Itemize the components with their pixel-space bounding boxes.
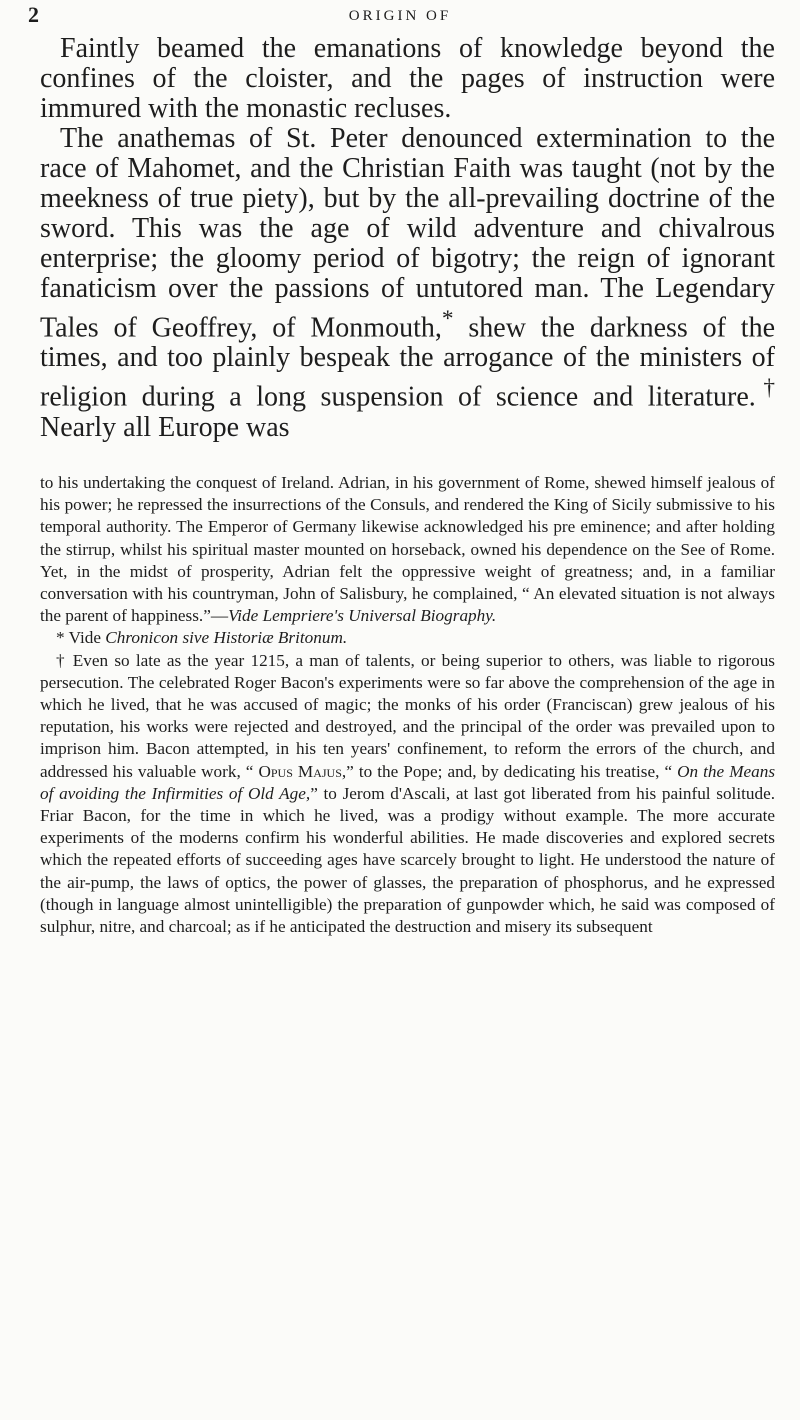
- footnote-continuation: [40, 472, 775, 627]
- page-header: [24, 2, 776, 32]
- footnote-dagger-treatise: On the Means of avoiding the Infirmities of Old Age,: [40, 761, 776, 803]
- footnote-dagger-text-c: ” to Jerom d'Ascali, at last got liberated from his painful solitude. Friar Bacon, for the time in which he lived, was a prodigy without example. The more accurate experiments of the moderns confirm his wonderful abilities. He made discoveries and explored secrets which the repeated efforts of succeeding ages have scarcely brought to light. He understood the nature of the air-pump, the laws of optics, the power of glasses, the preparation of phosphorus, and he expressed (though in language almost unintelligible) the preparation of gunpowder which, he said was composed of sulphur, nitre, and charcoal; as if he anticipated the destruction and misery its subsequent: [40, 783, 775, 937]
- footnote-ref-star: *: [441, 306, 454, 332]
- running-head: ORIGIN OF: [348, 8, 452, 24]
- footnote-star-mark: *: [56, 628, 65, 648]
- footnote-continuation-source: Vide Lempriere's Universal Biography.: [228, 606, 497, 626]
- main-paragraph-2: [40, 124, 775, 443]
- footnote-dagger-mark: †: [56, 650, 67, 670]
- footnote-star-source: Chronicon sive Historiæ Britonum.: [105, 628, 348, 648]
- main-paragraph-2-part-c: Nearly all Europe was: [40, 411, 290, 443]
- footnote-dagger-text-a: Even so late as the year 1215, a man of talents, or being superior to others, was liable to rigorous persecution. The celebrated Roger Bacon's experiments were so far above the comprehension of the age in which he lived, that he was accused of magic; the monks of his order (Franciscan) grew jealous of his reputation, his works were rejected and destroyed, and the principal of the order was prevailed upon to imprison him. Bacon attempted, in his ten years' confinement, to reform the errors of the church, and addressed his valuable work, “: [40, 650, 775, 781]
- footnote-continuation-text: to his undertaking the conquest of Ireland. Adrian, in his government of Rome, shewed himself jealous of his power; he repressed the insurrections of the Consuls, and rendered the King of Sicily submissive to his temporal authority. The Emperor of Germany likewise acknowledged his pre eminence; and after holding the stirrup, whilst his spiritual master mounted on horseback, owned his dependence on the See of Rome. Yet, in the midst of prosperity, Adrian felt the oppressive weight of greatness; and, in a familiar conversation with his countryman, John of Salisbury, he complained, “ An elevated situation is not always the parent of happiness.”—: [40, 473, 775, 626]
- footnote-dagger-opus: Opus Majus,: [258, 761, 347, 781]
- main-paragraph-2-part-b: shew the darkness of the times, and too plainly bespeak the arrogance of the ministers of religion during a long suspension of science and literature.: [40, 312, 775, 413]
- footnotes: [40, 472, 775, 938]
- footnote-dagger-text-b: ” to the Pope; and, by dedicating his treatise, “: [346, 761, 678, 781]
- main-paragraph-2-part-a: The anathemas of St. Peter denounced extermination to the race of Mahomet, and the Christian Faith was taught (not by the meekness of true piety), but by the all-prevailing doctrine of the sword. This was the age of wild adventure and chivalrous enterprise; the gloomy period of bigotry; the reign of ignorant fanaticism over the passions of untutored man. The Legendary Tales of Geoffrey, of Monmouth,: [40, 123, 775, 344]
- main-paragraph-1: Faintly beamed the emanations of knowledge beyond the confines of the cloister, and the pages of instruction were immured with the monastic recluses.: [40, 33, 775, 124]
- footnote-dagger: [40, 650, 775, 939]
- footnote-star: [40, 627, 775, 649]
- page-number: 2: [28, 2, 39, 27]
- footnote-star-pre: Vide: [64, 628, 106, 648]
- main-text: [40, 34, 775, 443]
- footnote-ref-dagger: †: [755, 375, 775, 402]
